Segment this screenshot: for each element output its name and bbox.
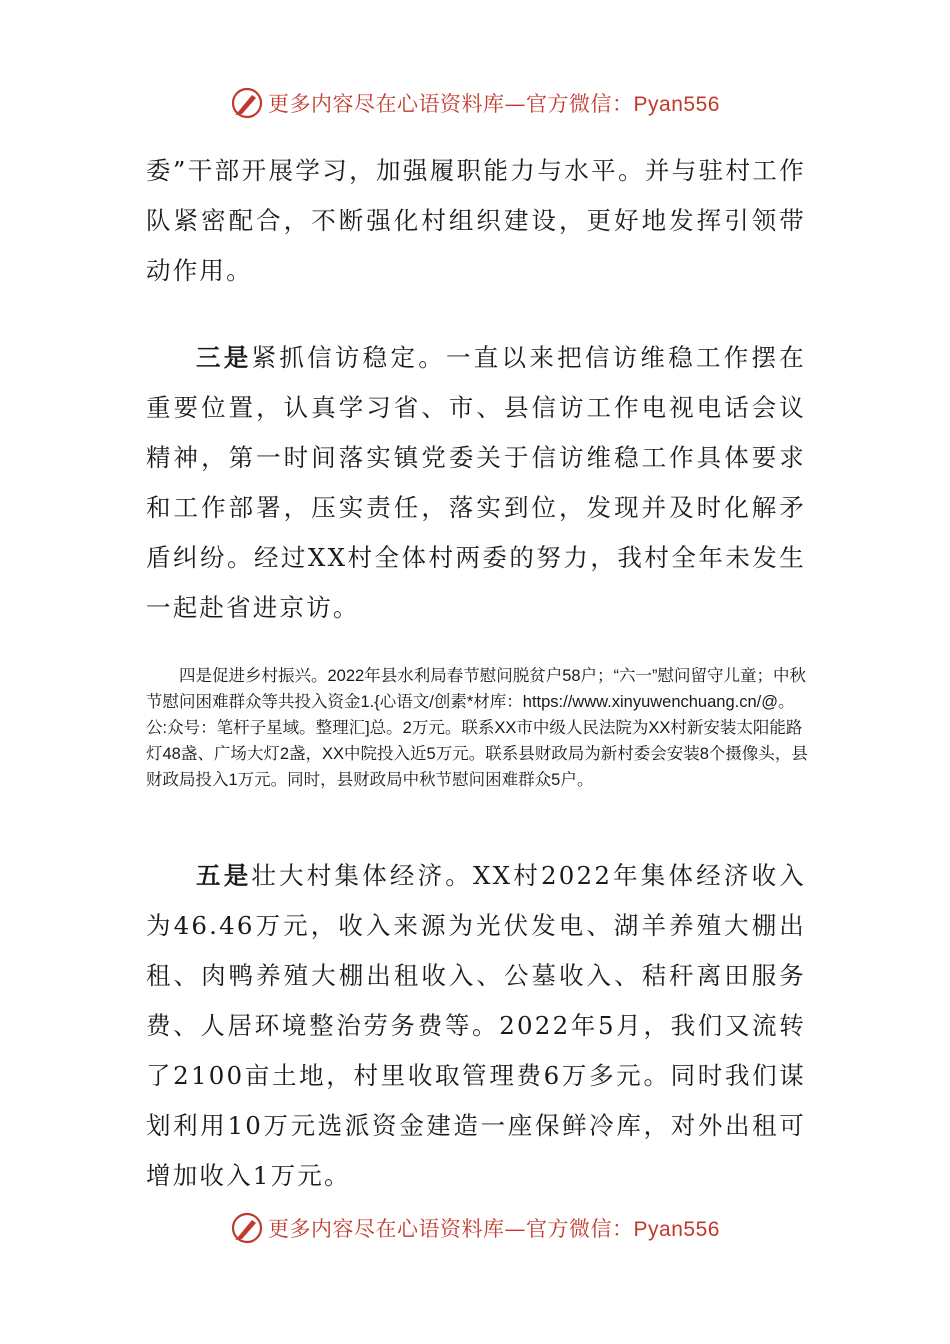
wechat-id: Pyan556 [633,1218,720,1241]
paragraph-three [146,333,806,633]
paragraph-five-lead: 五是 [196,861,252,890]
header-watermark [0,83,950,123]
paragraph-continued: 委”干部开展学习，加强履职能力与水平。并与驻村工作队紧密配合，不断强化村组织建设，更好地发挥引领带动作用。 [146,156,806,285]
footer-watermark [0,1208,950,1248]
wechat-id: Pyan556 [633,93,720,116]
paragraph-five-body: 壮大村集体经济。XX村2022年集体经济收入为46.46万元，收入来源为光伏发电、湖羊养殖大棚出租、肉鸭养殖大棚出租收入、公墓收入、秸秆离田服务费、人居环境整治劳务费等。2022年5月，我们又流转了2100亩土地，村里收取管理费6万多元。同时我们谋划利用10万元选派资金建造一座保鲜冷库，对外出租可增加收入1万元。 [146,861,806,1190]
paragraph-three-body: 紧抓信访稳定。一直以来把信访维稳工作摆在重要位置，认真学习省、市、县信访工作电视电话会议精神，第一时间落实镇党委关于信访维稳工作具体要求和工作部署，压实责任，落实到位，发现并及时化解矛盾纠纷。经过XX村全体村两委的努力，我村全年未发生一起赴省进京访。 [146,343,807,622]
paragraph-three-lead: 三是 [196,343,252,372]
watermark-text: 更多内容尽在心语资料库—官方微信：Pyan556 [268,92,720,116]
paragraph-five [146,851,806,1201]
paragraph-four: 四是促进乡村振兴。2022年县水利局春节慰问脱贫户58户；“六一”慰问留守儿童；中秋节慰问困难群众等共投入资金1.{心语文/创素*材库：https://www.xinyuwenchuang.cn/@。公:众号：笔杆子星域。整理汇]总。2万元。联系XX市中级人民法院为XX村新安装太阳能路灯48盏、广场大灯2盏，XX中院投入近5万元。联系县财政局为新村委会安装8个摄像头，县财政局投入1万元。同时，县财政局中秋节慰问困难群众5户。 [146,667,808,789]
watermark-text: 更多内容尽在心语资料库—官方微信：Pyan556 [268,1217,720,1241]
pen-logo-icon [230,1211,264,1245]
pen-logo-icon [230,86,264,120]
